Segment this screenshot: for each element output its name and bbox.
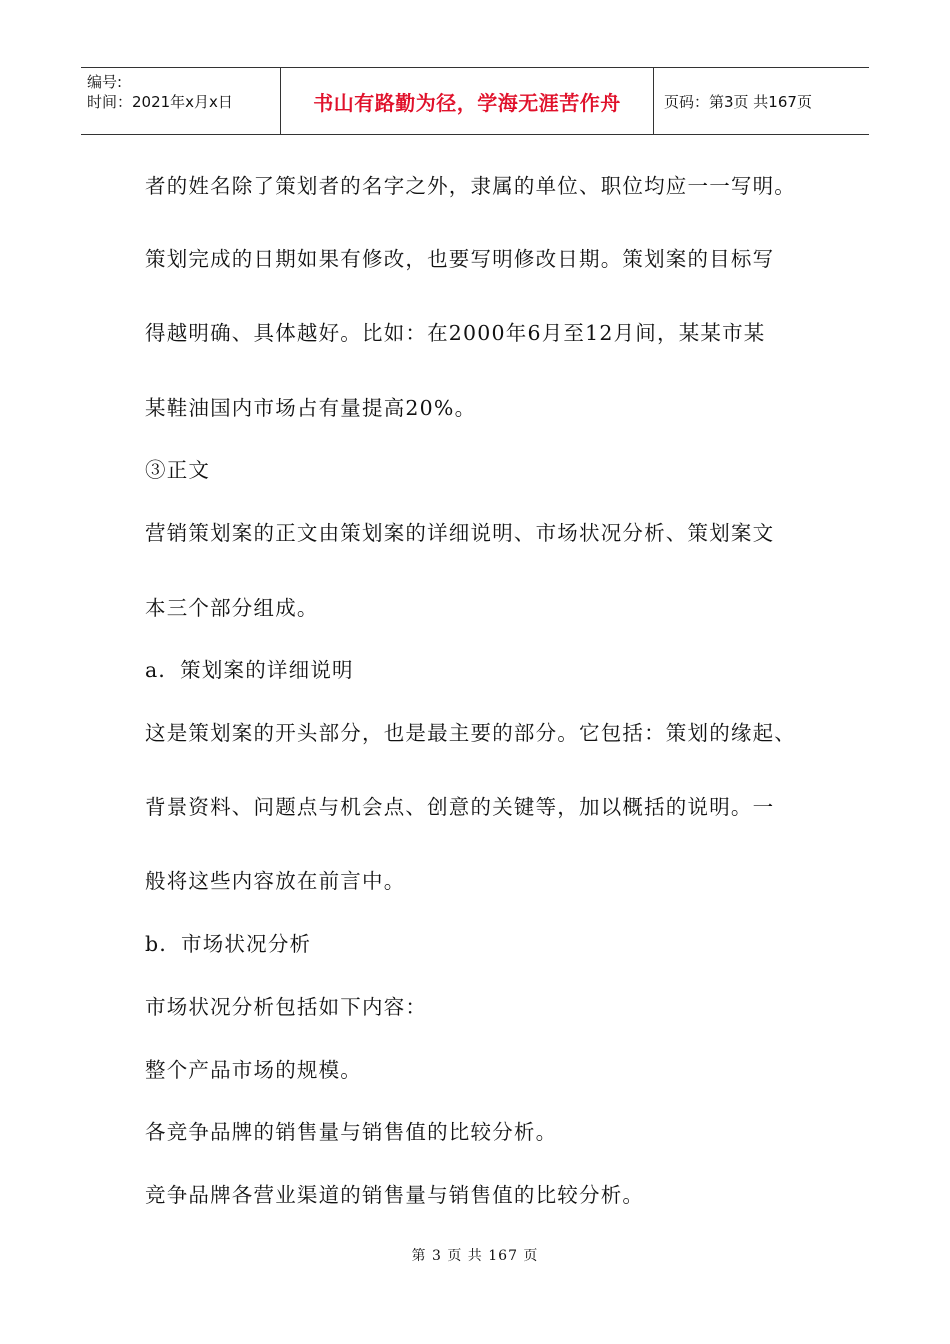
body-line: 者的姓名除了策划者的名字之外，隶属的单位、职位均应一一写明。 xyxy=(145,174,796,198)
body-line: 竞争品牌各营业渠道的销售量与销售值的比较分析。 xyxy=(145,1183,645,1207)
header-meta xyxy=(81,68,281,134)
body-line: 策划完成的日期如果有修改，也要写明修改日期。策划案的目标写 xyxy=(145,247,775,271)
header-page-info: 页码：第3页 共167页 xyxy=(664,92,812,111)
body-line: 得越明确、具体越好。比如：在2000年6月至12月间，某某市某 xyxy=(145,321,766,345)
section-heading: ③正文 xyxy=(145,458,211,482)
page-footer: 第 3 页 共 167 页 xyxy=(411,1248,539,1264)
body-line: 般将这些内容放在前言中。 xyxy=(145,869,406,893)
subsection-heading: b．市场状况分析 xyxy=(145,932,312,956)
page-header xyxy=(81,67,869,135)
body-line: 某鞋油国内市场占有量提高20%。 xyxy=(145,396,477,420)
body-line: 各竞争品牌的销售量与销售值的比较分析。 xyxy=(145,1120,558,1144)
body-line: 背景资料、问题点与机会点、创意的关键等，加以概括的说明。一 xyxy=(145,795,775,819)
body-line: 市场状况分析包括如下内容： xyxy=(145,995,428,1019)
body-line: 营销策划案的正文由策划案的详细说明、市场状况分析、策划案文 xyxy=(145,521,775,545)
document-date-label: 时间：2021年x月x日 xyxy=(87,93,233,111)
body-line: 整个产品市场的规模。 xyxy=(145,1058,362,1082)
document-number-label: 编号: xyxy=(87,73,123,91)
header-motto: 书山有路勤为径，学海无涯苦作舟 xyxy=(281,68,654,134)
body-line: 本三个部分组成。 xyxy=(145,596,319,620)
subsection-heading: a．策划案的详细说明 xyxy=(145,658,354,682)
body-line: 这是策划案的开头部分，也是最主要的部分。它包括：策划的缘起、 xyxy=(145,721,796,745)
